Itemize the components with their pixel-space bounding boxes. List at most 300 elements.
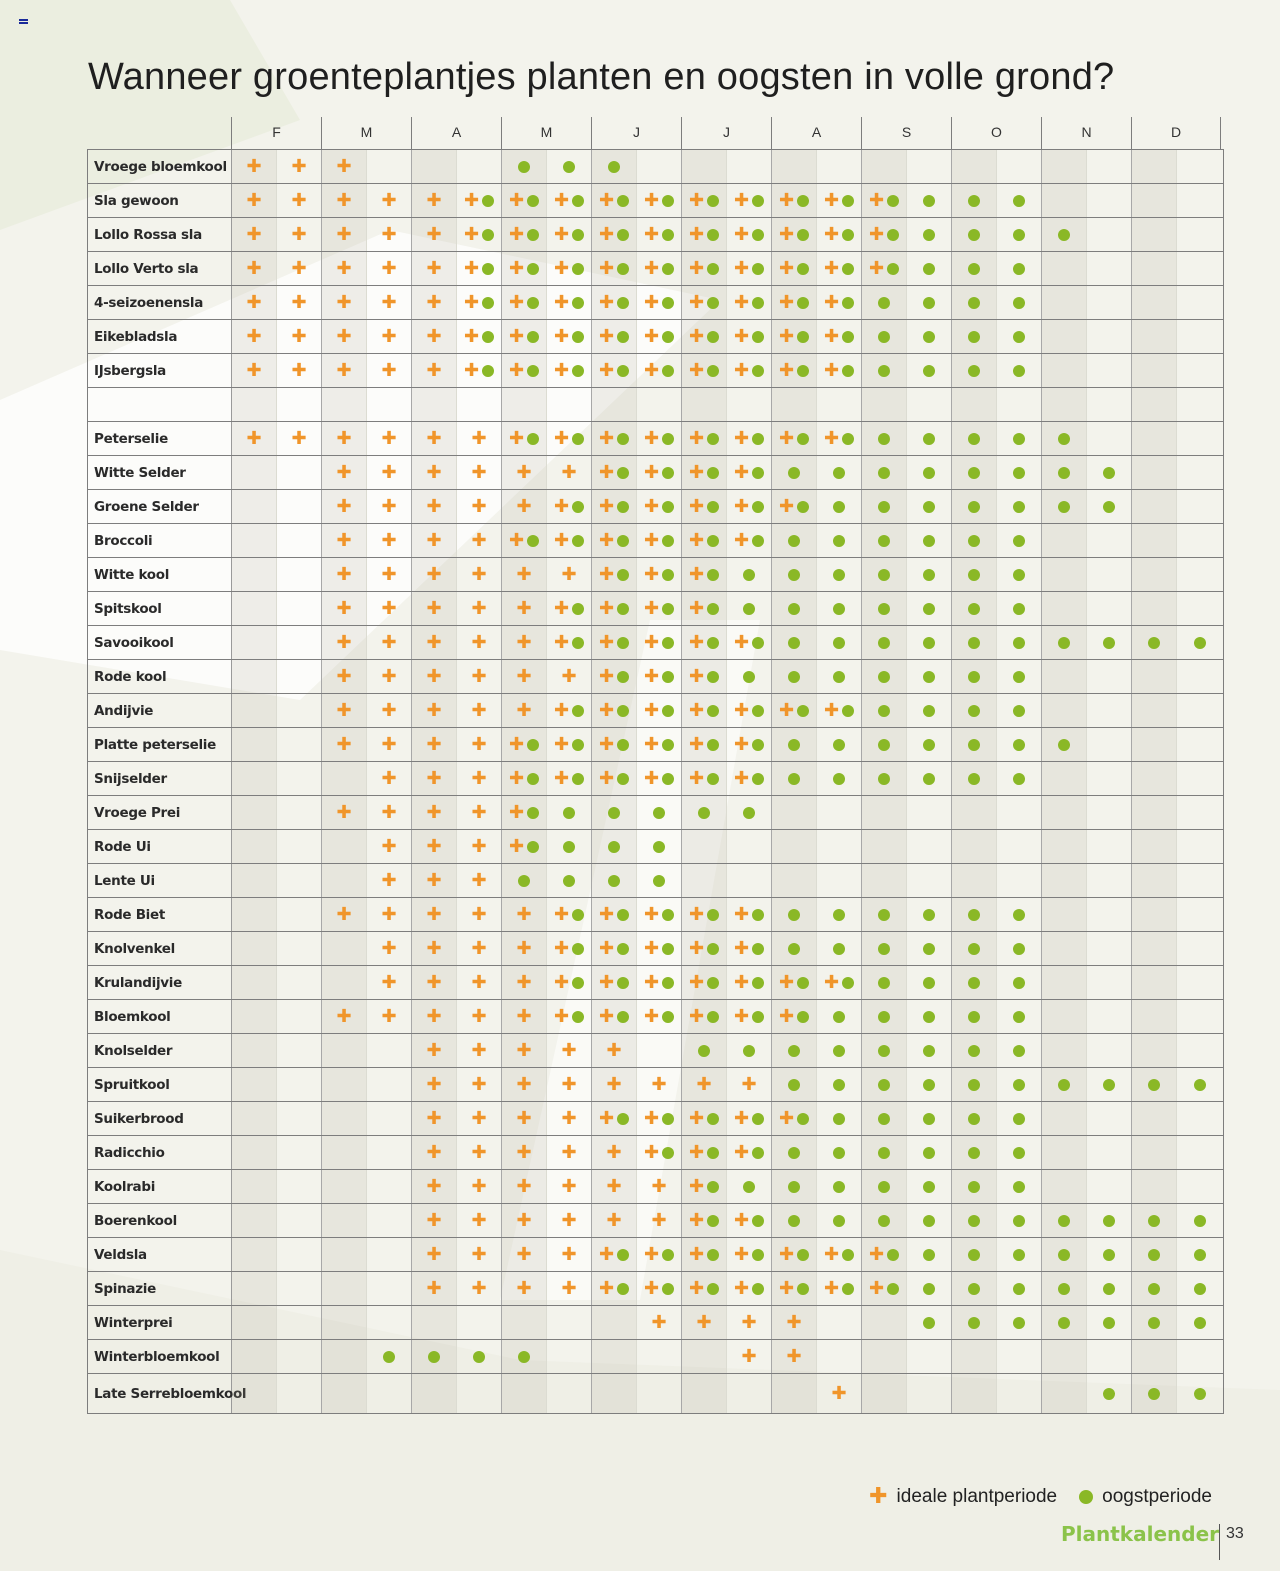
plus-icon: ✚: [688, 767, 705, 789]
calendar-cell: [637, 1374, 682, 1413]
dot-icon: [572, 501, 584, 513]
table-row: [88, 592, 1223, 626]
dot-icon: [968, 433, 980, 445]
calendar-cell: [547, 1374, 592, 1413]
calendar-cell: [817, 558, 862, 591]
calendar-cell: [1177, 150, 1222, 183]
calendar-cell: [952, 1136, 997, 1169]
calendar-cell: [547, 1136, 592, 1169]
dot-icon: [833, 773, 845, 785]
dot-icon: [617, 705, 629, 717]
calendar-cell: [1087, 1034, 1132, 1067]
plus-icon: ✚: [598, 563, 615, 585]
dot-icon: [1013, 331, 1025, 343]
dot-icon: [797, 297, 809, 309]
dot-icon: [752, 1113, 764, 1125]
calendar-cell: [727, 286, 772, 319]
dot-icon: [923, 1079, 935, 1091]
dot-icon: [743, 671, 755, 683]
calendar-cell: [817, 932, 862, 965]
plus-icon: ✚: [733, 461, 750, 483]
dot-icon: [968, 773, 980, 785]
dot-icon: [887, 1249, 899, 1261]
calendar-cell: [1177, 1340, 1222, 1373]
plus-icon: ✚: [688, 733, 705, 755]
calendar-cell: [907, 184, 952, 217]
dot-icon: [842, 705, 854, 717]
calendar-cell: [232, 728, 277, 761]
dot-icon: [797, 365, 809, 377]
calendar-cell: [412, 1170, 457, 1203]
calendar-cell: [592, 898, 637, 931]
calendar-cell: [412, 728, 457, 761]
calendar-cell: [817, 1068, 862, 1101]
calendar-cell: [1132, 592, 1177, 625]
calendar-cell: [1087, 490, 1132, 523]
plus-icon: ✚: [426, 699, 442, 721]
calendar-cell: [1132, 1000, 1177, 1033]
dot-icon: [707, 943, 719, 955]
dot-icon: [662, 943, 674, 955]
calendar-cell: [232, 558, 277, 591]
calendar-cell: [502, 796, 547, 829]
dot-icon: [797, 263, 809, 275]
table-row: [88, 354, 1223, 388]
plus-icon: ✚: [688, 631, 705, 653]
dot-icon: [878, 1045, 890, 1057]
dot-icon: [797, 501, 809, 513]
calendar-cell: [817, 796, 862, 829]
vegetable-name: Sla gewoon: [88, 184, 232, 217]
dot-icon: [1103, 1388, 1115, 1400]
calendar-cell: [367, 864, 412, 897]
plus-icon: ✚: [246, 427, 262, 449]
calendar-cell: [682, 1272, 727, 1305]
calendar-cell: [322, 932, 367, 965]
calendar-cell: [547, 966, 592, 999]
calendar-cell: [907, 1136, 952, 1169]
calendar-cell: [277, 1000, 322, 1033]
dot-icon: [662, 1147, 674, 1159]
month-label: O: [951, 117, 1041, 149]
calendar-cell: [322, 150, 367, 183]
calendar-cell: [772, 966, 817, 999]
plus-icon: ✚: [778, 1107, 795, 1129]
plus-icon: ✚: [471, 461, 487, 483]
dot-icon: [752, 739, 764, 751]
vegetable-name: Lollo Rossa sla: [88, 218, 232, 251]
calendar-cell: [907, 626, 952, 659]
plus-icon: ✚: [471, 937, 487, 959]
dot-icon: [572, 773, 584, 785]
dot-icon: [968, 331, 980, 343]
vegetable-name: 4-seizoenensla: [88, 286, 232, 319]
calendar-cell: [1132, 286, 1177, 319]
calendar-cell: [457, 694, 502, 727]
plus-icon: ✚: [598, 597, 615, 619]
dot-icon: [923, 909, 935, 921]
calendar-cell: [232, 1272, 277, 1305]
dot-icon: [617, 671, 629, 683]
vegetable-name: Vroege bloemkool: [88, 150, 232, 183]
calendar-cell: [952, 524, 997, 557]
calendar-cell: [1132, 1102, 1177, 1135]
dot-icon: [1013, 637, 1025, 649]
dot-icon: [1058, 1249, 1070, 1261]
calendar-cell: [1177, 1204, 1222, 1237]
calendar-cell: [322, 1102, 367, 1135]
month-label: D: [1131, 117, 1221, 149]
calendar-cell: [457, 1340, 502, 1373]
plus-icon: ✚: [426, 1107, 442, 1129]
calendar-cell: [952, 1068, 997, 1101]
calendar-cell: [367, 1272, 412, 1305]
calendar-cell: [772, 830, 817, 863]
calendar-cell: [1042, 218, 1087, 251]
calendar-cell: [907, 354, 952, 387]
calendar-cell: [997, 1204, 1042, 1237]
calendar-cell: [682, 966, 727, 999]
calendar-cell: [1132, 524, 1177, 557]
calendar-cell: [997, 1000, 1042, 1033]
calendar-cell: [367, 762, 412, 795]
dot-icon: [842, 1283, 854, 1295]
dot-icon: [833, 909, 845, 921]
calendar-cell: [547, 932, 592, 965]
calendar-cell: [1132, 728, 1177, 761]
plus-icon: ✚: [553, 971, 570, 993]
plus-icon: ✚: [688, 1141, 705, 1163]
calendar-cell: [952, 1272, 997, 1305]
calendar-cell: [322, 490, 367, 523]
dot-icon: [923, 1113, 935, 1125]
dot-icon: [878, 909, 890, 921]
plus-icon: ✚: [733, 325, 750, 347]
calendar-cell: [682, 1170, 727, 1203]
dot-icon: [707, 1113, 719, 1125]
dot-icon: [842, 297, 854, 309]
plus-icon: ✚: [598, 1107, 615, 1129]
calendar-cell: [277, 864, 322, 897]
plus-icon: ✚: [516, 699, 532, 721]
dot-icon: [968, 977, 980, 989]
calendar-cell: [1177, 864, 1222, 897]
calendar-cell: [637, 660, 682, 693]
calendar-cell: [772, 252, 817, 285]
plus-icon: ✚: [508, 767, 525, 789]
dot-icon: [797, 331, 809, 343]
dot-icon: [662, 705, 674, 717]
dot-icon: [968, 1113, 980, 1125]
calendar-cell: [772, 864, 817, 897]
calendar-cell: [277, 694, 322, 727]
dot-icon: [482, 365, 494, 377]
dot-icon: [1013, 1249, 1025, 1261]
plus-icon: ✚: [823, 359, 840, 381]
calendar-cell: [232, 150, 277, 183]
calendar-cell: [502, 1068, 547, 1101]
dot-icon: [707, 195, 719, 207]
calendar-cell: [1042, 524, 1087, 557]
plus-icon: ✚: [246, 291, 262, 313]
calendar-cell: [907, 1034, 952, 1067]
plus-icon: ✚: [643, 665, 660, 687]
dot-icon: [923, 1181, 935, 1193]
dot-icon: [833, 1011, 845, 1023]
calendar-cell: [592, 218, 637, 251]
calendar-cell: [1132, 558, 1177, 591]
calendar-cell: [727, 422, 772, 455]
dot-icon: [707, 603, 719, 615]
dot-icon: [923, 569, 935, 581]
calendar-cell: [232, 1340, 277, 1373]
calendar-cell: [367, 1238, 412, 1271]
dot-icon: [1148, 1215, 1160, 1227]
calendar-cell: [862, 184, 907, 217]
plus-icon: ✚: [381, 1005, 397, 1027]
plus-icon: ✚: [508, 189, 525, 211]
vegetable-name: Winterprei: [88, 1306, 232, 1339]
dot-icon: [752, 637, 764, 649]
dot-icon: [797, 195, 809, 207]
calendar-cell: [412, 1340, 457, 1373]
calendar-cell: [637, 388, 682, 421]
plus-icon: ✚: [381, 291, 397, 313]
plus-icon: ✚: [778, 257, 795, 279]
dot-icon: [662, 603, 674, 615]
dot-icon: [968, 297, 980, 309]
calendar-cell: [1132, 1136, 1177, 1169]
plus-icon: ✚: [246, 155, 262, 177]
vegetable-name: Radicchio: [88, 1136, 232, 1169]
calendar-cell: [412, 592, 457, 625]
calendar-cell: [862, 966, 907, 999]
dot-icon: [698, 807, 710, 819]
plus-icon: ✚: [778, 699, 795, 721]
calendar-cell: [637, 1034, 682, 1067]
plus-icon: ✚: [643, 631, 660, 653]
calendar-cell: [367, 592, 412, 625]
calendar-cell: [682, 320, 727, 353]
plus-icon: ✚: [553, 699, 570, 721]
calendar-cell: [322, 762, 367, 795]
dot-icon: [968, 637, 980, 649]
dot-icon: [572, 263, 584, 275]
dot-icon: [968, 467, 980, 479]
calendar-cell: [727, 966, 772, 999]
calendar-cell: [1177, 490, 1222, 523]
calendar-cell: [952, 1170, 997, 1203]
table-spacer-row: [88, 388, 1223, 422]
table-row: [88, 830, 1223, 864]
plus-icon: ✚: [471, 1073, 487, 1095]
plus-icon: ✚: [606, 1039, 622, 1061]
plus-icon: ✚: [688, 291, 705, 313]
dot-icon: [752, 365, 764, 377]
calendar-cell: [367, 694, 412, 727]
plus-icon: ✚: [516, 563, 532, 585]
plus-icon: ✚: [688, 597, 705, 619]
calendar-cell: [367, 1136, 412, 1169]
calendar-cell: [592, 864, 637, 897]
calendar-cell: [277, 320, 322, 353]
plus-icon: ✚: [381, 869, 397, 891]
dot-icon: [878, 977, 890, 989]
plus-icon: ✚: [471, 427, 487, 449]
calendar-cell: [367, 1340, 412, 1373]
dot-icon: [707, 569, 719, 581]
calendar-cell: [682, 932, 727, 965]
table-row: [88, 1204, 1223, 1238]
plus-icon: ✚: [598, 971, 615, 993]
dot-icon: [1013, 1045, 1025, 1057]
calendar-cell: [367, 1068, 412, 1101]
calendar-cell: [772, 626, 817, 659]
calendar-cell: [682, 286, 727, 319]
calendar-cell: [277, 898, 322, 931]
plus-icon: ✚: [643, 257, 660, 279]
calendar-cell: [1132, 694, 1177, 727]
calendar-cell: [1087, 218, 1132, 251]
calendar-cell: [322, 1306, 367, 1339]
vegetable-name: Krulandijvie: [88, 966, 232, 999]
plus-icon: ✚: [598, 1243, 615, 1265]
calendar-cell: [1042, 1102, 1087, 1135]
calendar-cell: [592, 728, 637, 761]
plus-icon: ✚: [516, 495, 532, 517]
calendar-cell: [817, 1340, 862, 1373]
plus-icon: ✚: [471, 1175, 487, 1197]
calendar-cell: [502, 1340, 547, 1373]
table-row: [88, 1170, 1223, 1204]
dot-icon: [572, 365, 584, 377]
calendar-cell: [367, 354, 412, 387]
calendar-cell: [1042, 388, 1087, 421]
dot-icon: [527, 229, 539, 241]
calendar-cell: [1177, 1272, 1222, 1305]
calendar-cell: [817, 252, 862, 285]
calendar-cell: [367, 490, 412, 523]
dot-icon: [833, 671, 845, 683]
dot-icon: [743, 807, 755, 819]
plus-icon: ✚: [336, 631, 352, 653]
calendar-cell: [952, 966, 997, 999]
calendar-cell: [772, 184, 817, 217]
plus-icon: ✚: [516, 1141, 532, 1163]
vegetable-name: Witte kool: [88, 558, 232, 591]
dot-icon: [572, 1011, 584, 1023]
plus-icon: ✚: [336, 699, 352, 721]
dot-icon: [1148, 1283, 1160, 1295]
plus-icon: ✚: [598, 937, 615, 959]
calendar-cell: [232, 626, 277, 659]
vegetable-name: Bloemkool: [88, 1000, 232, 1033]
vegetable-name: Knolvenkel: [88, 932, 232, 965]
calendar-cell: [547, 728, 592, 761]
calendar-cell: [367, 1170, 412, 1203]
calendar-cell: [592, 150, 637, 183]
calendar-cell: [1132, 422, 1177, 455]
dot-icon: [878, 773, 890, 785]
dot-icon: [878, 943, 890, 955]
dot-icon: [923, 433, 935, 445]
plus-icon: ✚: [778, 1243, 795, 1265]
dot-icon: [968, 1045, 980, 1057]
calendar-cell: [1042, 762, 1087, 795]
calendar-cell: [997, 966, 1042, 999]
dot-icon: [923, 263, 935, 275]
calendar-cell: [1042, 320, 1087, 353]
calendar-cell: [457, 728, 502, 761]
calendar-cell: [1087, 830, 1132, 863]
calendar-cell: [367, 150, 412, 183]
calendar-cell: [682, 558, 727, 591]
calendar-cell: [997, 728, 1042, 761]
plus-icon: ✚: [741, 1311, 757, 1333]
vegetable-name: Groene Selder: [88, 490, 232, 523]
calendar-cell: [1087, 1340, 1132, 1373]
calendar-cell: [997, 1374, 1042, 1413]
calendar-cell: [502, 286, 547, 319]
calendar-cell: [502, 320, 547, 353]
calendar-cell: [817, 864, 862, 897]
calendar-cell: [907, 1000, 952, 1033]
dot-icon: [1013, 1181, 1025, 1193]
dot-icon: [1013, 705, 1025, 717]
plus-icon: ✚: [471, 1277, 487, 1299]
dot-icon: [1079, 1490, 1093, 1504]
dot-icon: [842, 263, 854, 275]
plus-icon: ✚: [471, 801, 487, 823]
plus-icon: ✚: [688, 529, 705, 551]
table-row: [88, 1068, 1223, 1102]
plus-icon: ✚: [426, 631, 442, 653]
calendar-cell: [547, 1272, 592, 1305]
month-label: A: [411, 117, 501, 149]
calendar-cell: [727, 830, 772, 863]
dot-icon: [617, 467, 629, 479]
calendar-cell: [637, 1170, 682, 1203]
calendar-cell: [1177, 1034, 1222, 1067]
dot-icon: [617, 739, 629, 751]
dot-icon: [878, 1215, 890, 1227]
dot-icon: [1013, 195, 1025, 207]
calendar-cell: [907, 1170, 952, 1203]
dot-icon: [788, 739, 800, 751]
plus-icon: ✚: [471, 1141, 487, 1163]
plus-icon: ✚: [336, 155, 352, 177]
plus-icon: ✚: [823, 291, 840, 313]
calendar-cell: [232, 1000, 277, 1033]
plus-icon: ✚: [426, 257, 442, 279]
calendar-cell: [952, 320, 997, 353]
calendar-cell: [1132, 1238, 1177, 1271]
dot-icon: [617, 943, 629, 955]
calendar-cell: [862, 932, 907, 965]
plus-icon: ✚: [598, 257, 615, 279]
plus-icon: ✚: [381, 733, 397, 755]
calendar-cell: [727, 1340, 772, 1373]
calendar-cell: [277, 354, 322, 387]
calendar-cell: [592, 320, 637, 353]
calendar-cell: [412, 456, 457, 489]
calendar-cell: [547, 320, 592, 353]
plus-icon: ✚: [381, 665, 397, 687]
calendar-cell: [862, 218, 907, 251]
calendar-cell: [862, 354, 907, 387]
dot-icon: [752, 535, 764, 547]
plus-icon: ✚: [598, 1277, 615, 1299]
